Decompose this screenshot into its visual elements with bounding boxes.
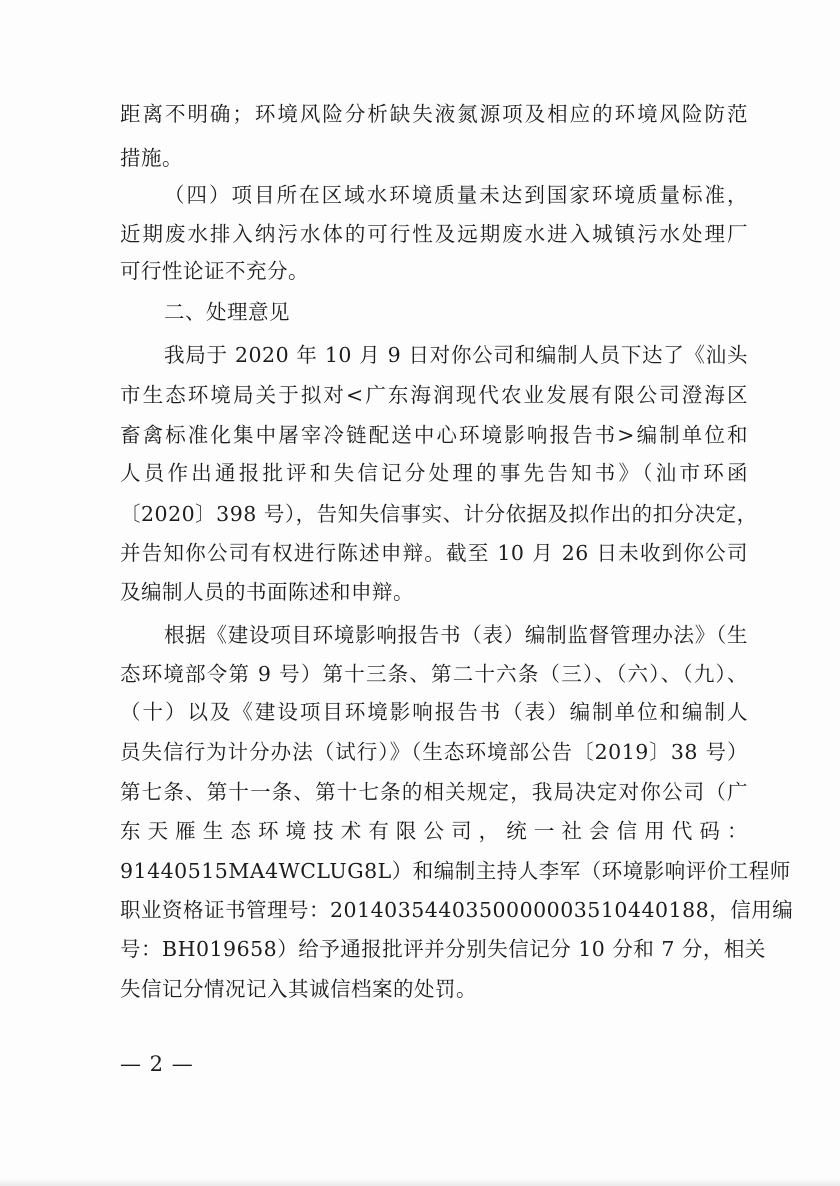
text-line: 可行性论证不充分。	[120, 259, 309, 283]
text-line: 员失信行为计分办法（试行）》（生态环境部公告〔2019〕38 号）	[120, 740, 748, 764]
text-line: 根据《建设项目环境影响报告书（表）编制监督管理办法》（生	[164, 623, 748, 647]
text-line: 号：BH019658）给予通报批评并分别失信记分 10 分和 7 分，相关	[120, 937, 766, 961]
text-line: 及编制人员的书面陈述和申辩。	[120, 580, 414, 604]
text-line: 并告知你公司有权进行陈述申辩。截至 10 月 26 日未收到你公司	[120, 541, 748, 565]
text-line: 市生态环境局关于拟对<广东海润现代农业发展有限公司澄海区	[120, 383, 748, 407]
text-line: 近期废水排入纳污水体的可行性及远期废水进入城镇污水处理厂	[120, 222, 748, 246]
text-line: 失信记分情况记入其诚信档案的处罚。	[120, 977, 477, 1001]
text-line: 我局于 2020 年 10 月 9 日对你公司和编制人员下达了《汕头	[164, 343, 748, 367]
text-line: 第七条、第十一条、第十七条的相关规定，我局决定对你公司（广	[120, 780, 748, 804]
text-line: 东天雁生态环境技术有限公司，统一社会信用代码：	[120, 819, 748, 843]
page-number: — 2 —	[120, 1052, 194, 1076]
text-line: 态环境部令第 9 号）第十三条、第二十六条（三）、（六）、（九）、	[120, 662, 748, 686]
text-line: 措施。	[120, 146, 183, 170]
text-line: （十）以及《建设项目环境影响报告书（表）编制单位和编制人	[120, 700, 748, 724]
section-heading: 二、处理意见	[164, 300, 290, 324]
text-line: （四）项目所在区域水环境质量未达到国家环境质量标准，	[164, 183, 748, 207]
text-line: 91440515MA4WCLUG8L）和编制主持人李军（环境影响评价工程师	[120, 859, 791, 883]
text-line: 距离不明确；环境风险分析缺失液氮源项及相应的环境风险防范	[120, 102, 748, 126]
text-line: 人员作出通报批评和失信记分处理的事先告知书》（汕市环函	[120, 461, 748, 485]
text-line: 〔2020〕398 号），告知失信事实、计分依据及拟作出的扣分决定，	[120, 502, 758, 526]
text-line: 职业资格证书管理号：2014035440350000003510440188，信用编	[120, 898, 794, 922]
scan-edge	[0, 1178, 840, 1186]
text-line: 畜禽标准化集中屠宰冷链配送中心环境影响报告书>编制单位和	[120, 423, 748, 447]
